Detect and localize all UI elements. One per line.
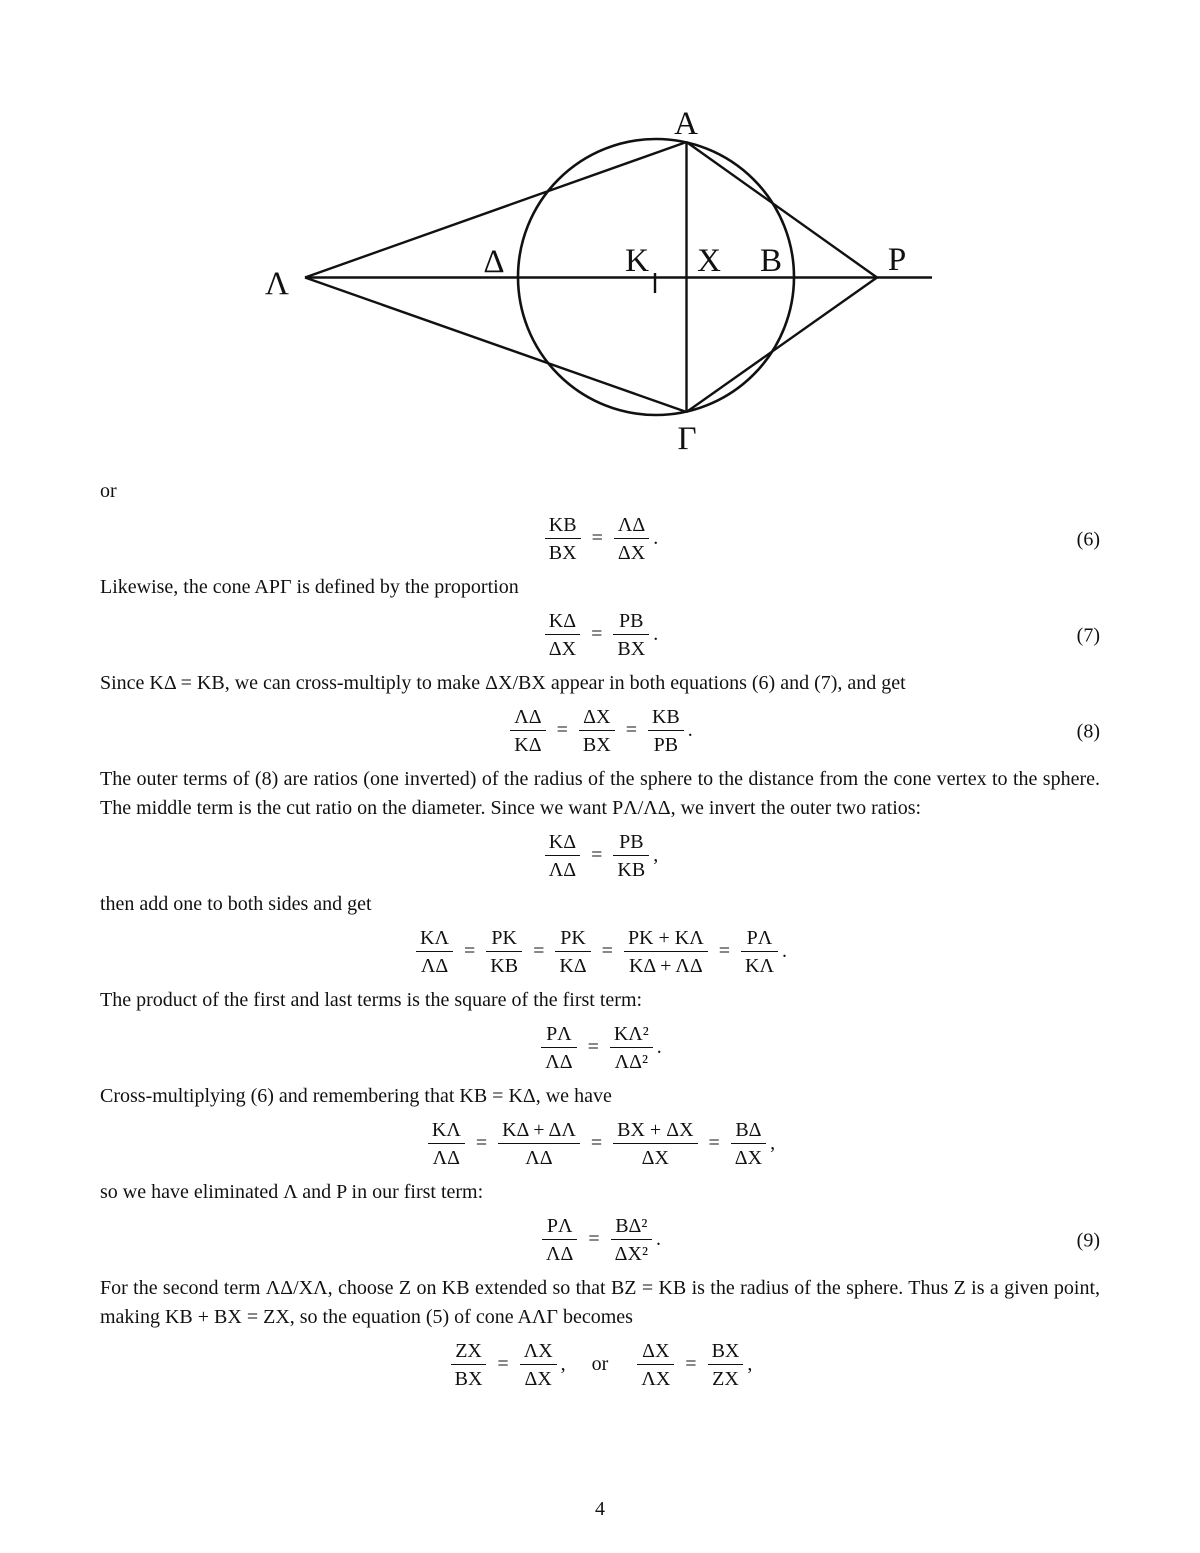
- fraction: [510, 705, 545, 758]
- numerator: PΛ: [746, 927, 773, 949]
- fraction: [498, 1118, 580, 1171]
- denominator: PB: [648, 730, 684, 758]
- punctuation: ,: [653, 844, 659, 867]
- equation-tag: (6): [1076, 528, 1100, 550]
- numerator: KB: [651, 706, 680, 728]
- denominator: BX: [579, 730, 615, 758]
- punctuation: .: [655, 1228, 661, 1251]
- fraction: [542, 1214, 577, 1267]
- cone-sphere-diagram: [0, 0, 1200, 470]
- fraction: [614, 513, 649, 566]
- label-point-B: B: [759, 243, 783, 279]
- denominator: ΛΔ: [428, 1143, 465, 1171]
- numerator: BΔ²: [615, 1215, 648, 1237]
- equation-6: [100, 513, 1100, 566]
- equation-7: [100, 609, 1100, 662]
- denominator: ΛΔ: [416, 951, 453, 979]
- denominator: ΔX: [731, 1143, 766, 1171]
- equation-body: [542, 830, 658, 883]
- equals-operator: =: [685, 1353, 697, 1376]
- equation-tag: (8): [1076, 720, 1100, 742]
- fraction: [520, 1339, 557, 1392]
- label-point-K: K: [625, 243, 649, 279]
- numerator: ΛΔ: [514, 706, 542, 728]
- punctuation: .: [653, 527, 659, 550]
- punctuation: ,: [560, 1353, 566, 1376]
- paragraph-outer-terms: The outer terms of (8) are ratios (one inverted) of the radius of the sphere to the distance from the cone vertex to the sphere. The middle term is the cut ratio on the diameter. Since we want PΛ/ΛΔ, we invert the outer two ratios:: [100, 768, 1100, 819]
- equals-operator: =: [590, 1132, 603, 1155]
- numerator: PB: [619, 831, 644, 853]
- denominator: KΔ: [510, 730, 545, 758]
- body-content: [100, 473, 1100, 1399]
- numerator: PB: [619, 610, 644, 632]
- paragraph-eliminated: so we have eliminated Λ and P in our first term:: [100, 1181, 484, 1203]
- fraction: [555, 926, 590, 979]
- paragraph-product: The product of the first and last terms is the square of the first term:: [100, 989, 643, 1011]
- label-point-Delta: Δ: [483, 244, 505, 280]
- equals-operator: =: [497, 1353, 509, 1376]
- label-point-X: X: [697, 243, 721, 279]
- equals-operator: =: [591, 527, 603, 550]
- fraction: [624, 926, 708, 979]
- fraction: [428, 1118, 465, 1171]
- paragraph-since: Since KΔ = KB, we can cross-multiply to make ΔX/BX appear in both equations (6) and (7), and get: [100, 672, 906, 694]
- numerator: PK: [491, 927, 517, 949]
- paragraph-likewise: Likewise, the cone APΓ is defined by the proportion: [100, 576, 519, 598]
- label-point-P: P: [887, 242, 907, 278]
- punctuation: ,: [747, 1353, 753, 1376]
- numerator: KB: [548, 514, 577, 536]
- fraction: [613, 609, 649, 662]
- equation-body: [538, 1022, 662, 1075]
- fraction: [486, 926, 522, 979]
- equation-body: [542, 609, 658, 662]
- fraction: [545, 609, 580, 662]
- equals-operator: =: [587, 1036, 599, 1059]
- denominator: ΛΔ²: [610, 1047, 653, 1075]
- numerator: KΛ: [431, 1119, 461, 1141]
- numerator: BX: [711, 1340, 740, 1362]
- numerator: ΔX: [642, 1340, 670, 1362]
- punctuation: .: [687, 719, 693, 742]
- denominator: ΔX²: [611, 1239, 652, 1267]
- denominator: KB: [613, 855, 649, 883]
- equation-tag: (7): [1076, 624, 1100, 646]
- numerator: KΛ: [420, 927, 449, 949]
- fraction: [610, 1022, 653, 1075]
- fraction: [451, 1339, 487, 1392]
- denominator: ΛΔ: [541, 1047, 576, 1075]
- equation-chain-2: [100, 1118, 1100, 1171]
- equals-operator: =: [591, 623, 603, 646]
- equation-final: [100, 1339, 1100, 1392]
- punctuation: .: [781, 940, 787, 963]
- denominator: BX: [613, 634, 649, 662]
- equation-9: [100, 1214, 1100, 1267]
- fraction: [545, 830, 580, 883]
- numerator: PK + KΛ: [627, 927, 704, 949]
- equals-operator: =: [591, 844, 603, 867]
- cone-edge-Lambda-Gamma: [305, 278, 687, 413]
- fraction: [731, 1118, 766, 1171]
- denominator: ΔX: [614, 538, 649, 566]
- numerator: PK: [560, 927, 586, 949]
- denominator: BX: [451, 1364, 487, 1392]
- connector-word: or: [591, 1353, 609, 1376]
- diagram-canvas: [0, 0, 1200, 470]
- equation-square: [100, 1022, 1100, 1075]
- numerator: KΔ + ΔΛ: [502, 1119, 576, 1141]
- page-number: 4: [595, 1498, 605, 1520]
- fraction: [613, 1118, 697, 1171]
- fraction: [648, 705, 684, 758]
- equation-tag: (9): [1076, 1229, 1100, 1251]
- fraction: [611, 1214, 652, 1267]
- equals-operator: =: [533, 940, 545, 963]
- paragraph-then-add: then add one to both sides and get: [100, 893, 372, 915]
- equals-operator: =: [463, 940, 476, 963]
- punctuation: ,: [770, 1132, 776, 1155]
- punctuation: .: [653, 623, 659, 646]
- numerator: KΛ²: [613, 1023, 649, 1045]
- paragraph-cross-multiply: Cross-multiplying (6) and remembering that KB = KΔ, we have: [100, 1085, 612, 1107]
- equation-8: [100, 705, 1100, 758]
- paragraph-or: or: [100, 480, 117, 502]
- fraction: [416, 926, 453, 979]
- fraction: [545, 513, 581, 566]
- denominator: KΔ + ΛΔ: [624, 951, 708, 979]
- equation-body: [425, 1118, 775, 1171]
- fraction: [613, 830, 649, 883]
- denominator: ΛΔ: [545, 855, 580, 883]
- equation-chain-1: [100, 926, 1100, 979]
- punctuation: .: [656, 1036, 662, 1059]
- numerator: ΛX: [523, 1340, 553, 1362]
- equals-operator: =: [475, 1132, 488, 1155]
- label-point-Lambda: Λ: [265, 266, 289, 302]
- equals-operator: =: [718, 940, 731, 963]
- denominator: ΔX: [520, 1364, 557, 1392]
- fraction: [637, 1339, 674, 1392]
- equals-operator: =: [601, 940, 613, 963]
- equation-body: [507, 705, 693, 758]
- denominator: KB: [486, 951, 522, 979]
- denominator: ΛΔ: [542, 1239, 577, 1267]
- denominator: ΛX: [637, 1364, 674, 1392]
- equals-operator: =: [625, 719, 637, 742]
- numerator: ZX: [455, 1340, 482, 1362]
- denominator: BX: [545, 538, 581, 566]
- equals-operator: =: [556, 719, 568, 742]
- numerator: BΔ: [735, 1119, 762, 1141]
- equation-body: [448, 1339, 753, 1392]
- equals-operator: =: [588, 1228, 600, 1251]
- equation-invert: [100, 830, 1100, 883]
- equation-body: [413, 926, 787, 979]
- numerator: BX + ΔX: [617, 1119, 694, 1141]
- numerator: PΛ: [546, 1215, 573, 1237]
- numerator: ΔX: [583, 706, 611, 728]
- fraction: [741, 926, 778, 979]
- equation-body: [542, 513, 658, 566]
- fraction: [541, 1022, 576, 1075]
- denominator: KΔ: [555, 951, 590, 979]
- equation-body: [539, 1214, 661, 1267]
- fraction: [579, 705, 615, 758]
- numerator: PΛ: [546, 1023, 572, 1045]
- denominator: KΛ: [741, 951, 778, 979]
- label-point-A: A: [674, 106, 698, 142]
- cone-edge-Gamma-P: [687, 278, 878, 413]
- equals-operator: =: [708, 1132, 720, 1155]
- paragraph-second-term: For the second term ΛΔ/XΛ, choose Z on KB extended so that BZ = KB is the radius of the sphere. Thus Z is a given point, making KB + BX = ZX, so the equation (5) of cone AΛΓ becomes: [100, 1277, 1100, 1328]
- numerator: ΛΔ: [617, 514, 646, 536]
- denominator: ΔX: [613, 1143, 697, 1171]
- label-point-Gamma: Γ: [677, 421, 697, 457]
- denominator: ZX: [708, 1364, 744, 1392]
- numerator: KΔ: [548, 610, 577, 632]
- denominator: ΔX: [545, 634, 580, 662]
- fraction: [708, 1339, 744, 1392]
- denominator: ΛΔ: [498, 1143, 580, 1171]
- numerator: KΔ: [548, 831, 577, 853]
